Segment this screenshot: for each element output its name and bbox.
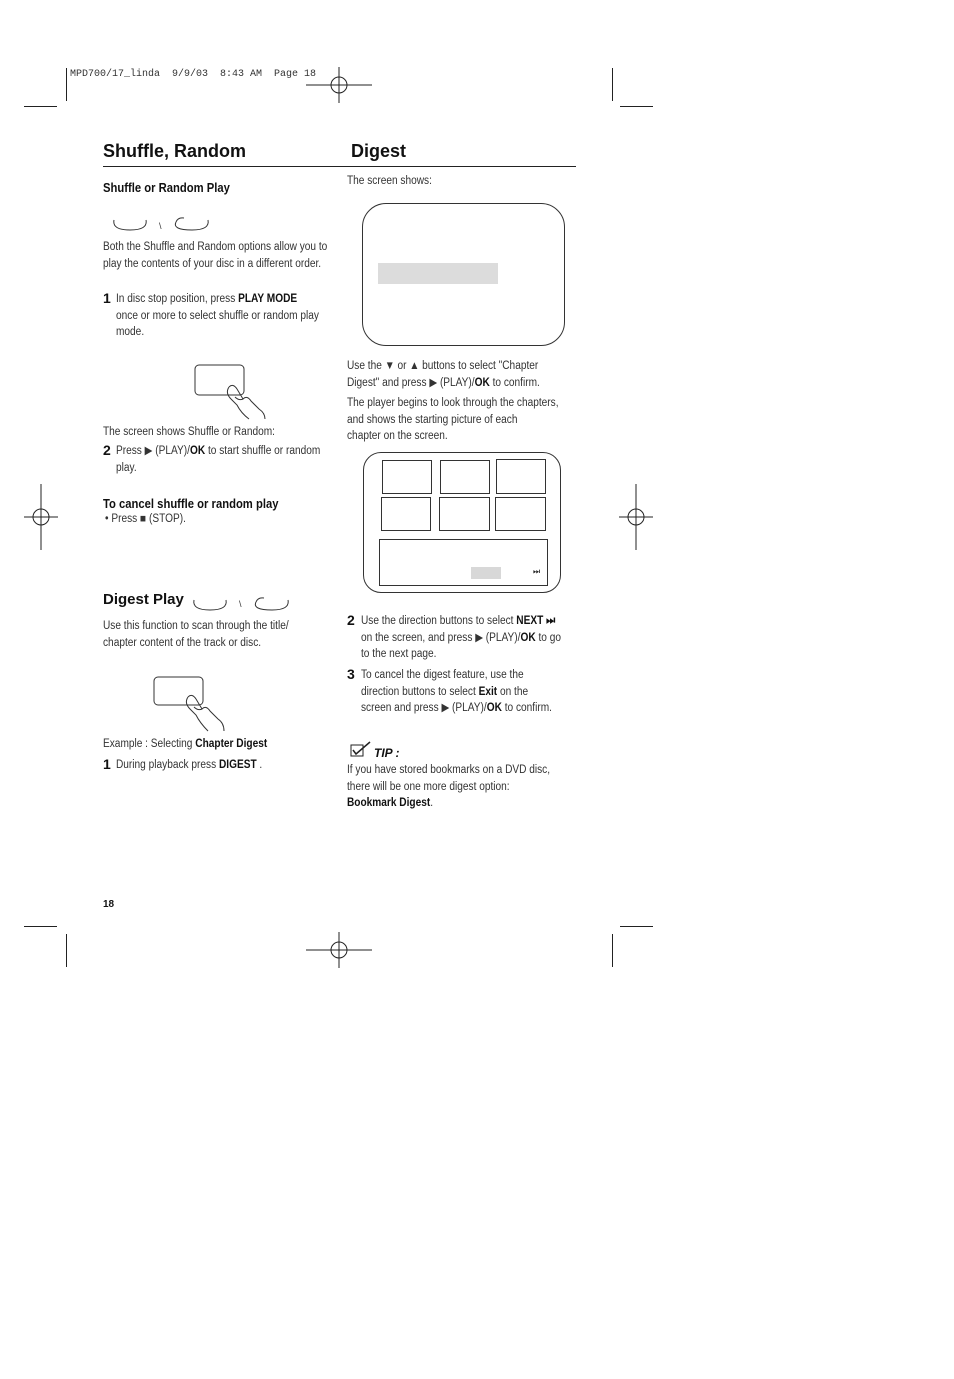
- svg-text:\: \: [159, 221, 162, 231]
- ok-label: OK: [189, 445, 206, 457]
- digest-step1: [116, 757, 262, 774]
- text-line: Example : Selecting: [103, 738, 196, 750]
- step-number: 1: [103, 756, 111, 772]
- svg-text:\: \: [239, 599, 242, 609]
- crop-mark: [612, 934, 613, 967]
- step-text: During playback press: [116, 759, 219, 771]
- step-text: to confirm.: [501, 702, 552, 714]
- crop-mark: [620, 926, 653, 927]
- disc-button-icon: [110, 214, 214, 234]
- step-text: to start shuffle or random: [205, 445, 321, 457]
- tv-screen-digest: [363, 452, 561, 593]
- text-line: chapter content of the track or disc.: [103, 636, 262, 649]
- chapter-digest-label: Chapter Digest: [195, 738, 268, 750]
- step-number: 1: [103, 290, 111, 306]
- next-icon: ⏭: [533, 567, 541, 576]
- step-text: to the next page.: [361, 648, 437, 660]
- text-line: and shows the starting picture of each: [347, 413, 518, 426]
- bookmark-digest-label: Bookmark Digest: [347, 797, 431, 809]
- step-number: 2: [347, 612, 355, 628]
- registration-mark: [24, 484, 58, 550]
- crop-mark: [620, 106, 653, 107]
- step-text: on the screen, and press ▶ (PLAY)/: [361, 631, 521, 644]
- step-text: In disc stop position, press: [116, 293, 239, 305]
- chapter-thumbnail: [496, 459, 546, 494]
- digest-play-heading: Digest Play: [103, 591, 184, 608]
- chapter-thumbnail: [382, 460, 432, 494]
- text-line: Digest" and press ▶ (PLAY)/: [347, 376, 475, 389]
- crop-mark: [24, 926, 57, 927]
- step-text: screen and press ▶ (PLAY)/: [361, 702, 487, 714]
- text-line: to confirm.: [489, 376, 540, 389]
- shuffle-step1: [116, 291, 331, 341]
- step-text: Press ▶ (PLAY)/: [116, 445, 190, 457]
- ok-label: OK: [520, 631, 536, 644]
- digest-label: DIGEST: [218, 759, 257, 771]
- next-label: NEXT ⏭: [516, 615, 556, 627]
- page-number: 18: [103, 899, 115, 910]
- digest-step2: [361, 613, 581, 663]
- section-title-shuffle: Shuffle, Random: [103, 141, 246, 161]
- cancel-bullet: • Press ■ (STOP).: [105, 513, 186, 525]
- step-text: once or more to select shuffle or random play mode.: [116, 309, 319, 338]
- tip-text: [347, 762, 578, 812]
- text-line: Use the ▼ or ▲ buttons to select "Chapter: [347, 360, 539, 372]
- menu-highlight: [378, 263, 498, 284]
- crop-mark: [66, 68, 67, 101]
- step-text: play.: [116, 461, 137, 474]
- crop-mark: [24, 106, 57, 107]
- shuffle-step2: [116, 443, 336, 476]
- registration-mark: [306, 932, 372, 968]
- cancel-heading: To cancel shuffle or random play: [103, 497, 279, 511]
- text-line: .: [430, 797, 434, 809]
- title-rule: [103, 166, 576, 167]
- example-line: [103, 736, 267, 753]
- step-text: to go: [535, 631, 561, 644]
- digest-intro: [103, 618, 334, 651]
- screen-shows-shuffle: The screen shows Shuffle or Random:: [103, 426, 275, 438]
- play-mode-label: PLAY MODE: [238, 293, 298, 305]
- chapter-thumbnail: [495, 497, 546, 531]
- step-number: 2: [103, 442, 111, 458]
- chapter-thumbnail: [440, 460, 490, 494]
- section-title-digest: Digest: [351, 141, 407, 161]
- exit-highlight: [471, 567, 501, 579]
- screen-shows-digest: The screen shows:: [347, 175, 432, 187]
- text-line: there will be one more digest option:: [347, 780, 510, 793]
- disc-button-icon: [190, 594, 294, 614]
- ok-label: OK: [486, 702, 502, 714]
- step-text: To cancel the digest feature, use the: [361, 669, 524, 681]
- step-text: .: [256, 759, 263, 771]
- text-line: chapter on the screen.: [347, 430, 448, 442]
- remote-hand-icon: [193, 363, 273, 421]
- exit-label: Exit: [478, 685, 498, 698]
- shuffle-heading: Shuffle or Random Play: [103, 181, 230, 195]
- step-text: Use the direction buttons to select: [361, 615, 517, 627]
- remote-hand-icon: [152, 675, 232, 733]
- crop-mark: [66, 934, 67, 967]
- chapter-thumbnail: [439, 497, 490, 531]
- registration-mark: [619, 484, 653, 550]
- text-line: Use this function to scan through the title/: [103, 620, 289, 632]
- step-number: 3: [347, 666, 355, 682]
- tv-screen: [362, 203, 565, 346]
- player-begins-text: [347, 395, 578, 445]
- shuffle-intro: Both the Shuffle and Random options allow you to play the contents of your disc in a different order.: [103, 241, 328, 270]
- print-slug: MPD700/17_linda 9/9/03 8:43 AM Page 18: [70, 69, 317, 80]
- digest-step3: [361, 667, 581, 717]
- text-line: The player begins to look through the chapters,: [347, 397, 559, 409]
- crop-mark: [612, 68, 613, 101]
- text-line: If you have stored bookmarks on a DVD disc,: [347, 764, 551, 776]
- info-panel: [379, 539, 548, 586]
- step-text: direction buttons to select: [361, 685, 479, 698]
- tip-label: TIP :: [374, 746, 400, 760]
- ok-label: OK: [474, 376, 490, 389]
- use-buttons-text: [347, 358, 578, 391]
- tip-check-icon: [350, 741, 372, 757]
- chapter-thumbnail: [381, 497, 431, 531]
- step-text: on the: [497, 685, 529, 698]
